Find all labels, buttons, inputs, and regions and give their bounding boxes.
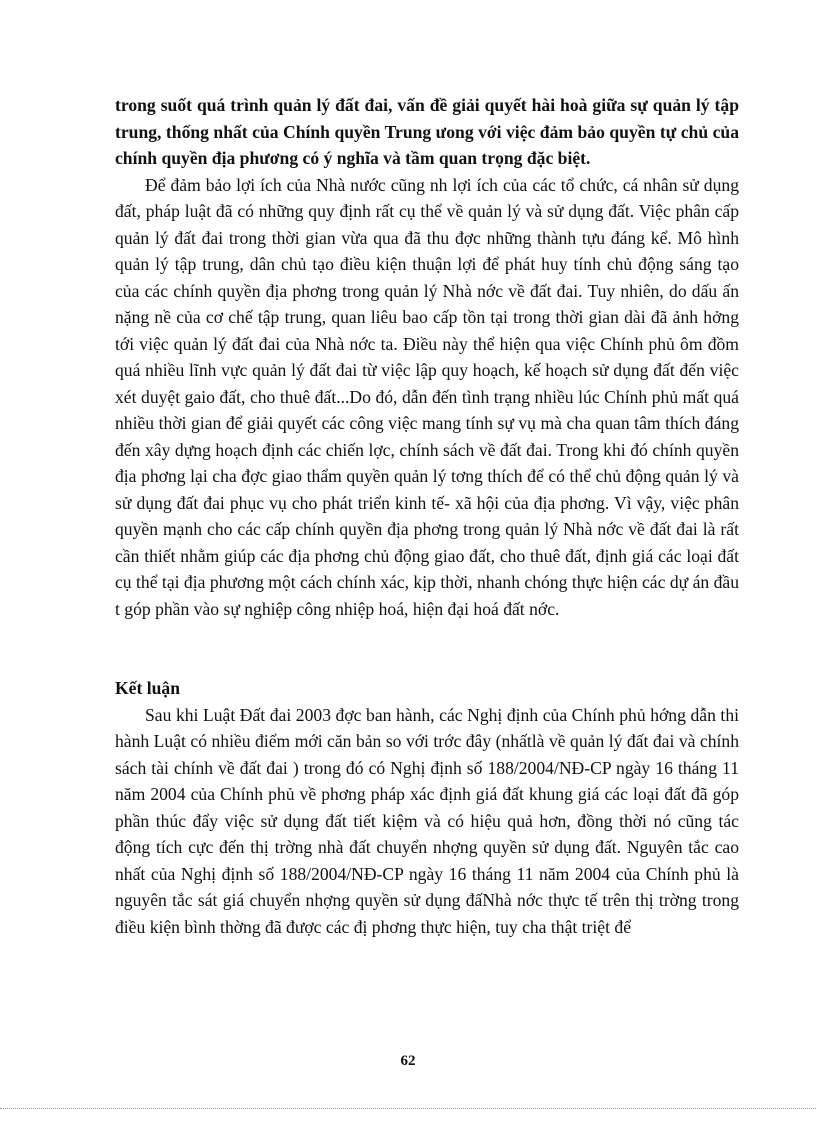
conclusion-heading: Kết luận: [115, 678, 181, 698]
conclusion-paragraph: Sau khi Luật Đất đai 2003 đợc ban hành, các Nghị định của Chính phủ hớng dẫn thi hành Luật có nhiều điểm mới căn bản so với trớc đây (nhấtlà về quản lý đất đai và chính sách tài chính về đất đai ) trong đó có Nghị định số 188/2004/NĐ-CP ngày 16 tháng 11 năm 2004 của Chính phủ về phơng pháp xác định giá đất khung giá các loại đất đã góp phần thúc đẩy việc sử dụng đất tiết kiệm và có hiệu quả hơn, đồng thời nó cũng tác động tích cực đến thị trờng nhà đất chuyển nhợng quyền sử dụng đất. Nguyên tắc cao nhất của Nghị định số 188/2004/NĐ-CP ngày 16 tháng 11 năm 2004 của Chính phủ là nguyên tắc sát giá chuyển nhợng quyền sử dụng đấNhà nớc thực tế trên thị trờng trong điều kiện bình thờng đã được các đị phơng thực hiện, tuy cha thật triệt để: [115, 704, 739, 937]
body-paragraph: Để đảm bảo lợi ích của Nhà nước cũng nh lợi ích của các tổ chức, cá nhân sử dụng đất, pháp luật đã có những quy định rất cụ thể về quản lý và sử dụng đất. Việc phân cấp quản lý đất đai trong thời gian vừa qua đã thu đợc những thành tựu đáng kể. Mô hình quản lý tập trung, dân chủ tạo điều kiện thuận lợi để phát huy tính chủ động sáng tạo của các chính quyền địa phơng trong quản lý Nhà nớc về đất đai. Tuy nhiên, do dấu ấn nặng nề của cơ chế tập trung, quan liêu bao cấp tồn tại trong thời gian dài đã ảnh hởng tới việc quản lý đất đai của Nhà nớc ta. Điều này thể hiện qua việc Chính phủ ôm đồm quá nhiều lĩnh vực quản lý đất đai từ việc lập quy hoạch, kế hoạch sử dụng đất đến việc xét duyệt gaio đất, cho thuê đất...Do đó, dẫn đến tình trạng nhiều lúc Chính phủ mất quá nhiều thời gian để giải quyết các công việc mang tính sự vụ mà cha quan tâm thích đáng đến xây dựng hoạch định các chiến lợc, chính sách về đất đai. Trong khi đó chính quyền địa phơng lại cha đợc giao thẩm quyền quản lý tơng thích để có thể chủ động quản lý và sử dụng đất đai phục vụ cho phát triển kinh tế- xã hội của địa phơng. Vì vậy, việc phân quyền mạnh cho các cấp chính quyền địa phơng trong quản lý Nhà nớc về đất đai là rất cần thiết nhằm giúp các địa phơng chủ động giao đất, cho thuê đất, định giá các loại đất cụ thể tại địa phương một cách chính xác, kịp thời, nhanh chóng thực hiện các dự án đầu t góp phần vào sự nghiệp công nhiệp hoá, hiện đại hoá đất nớc.: [115, 174, 739, 619]
page-bottom-border: [0, 1108, 816, 1109]
section-spacer: [115, 622, 739, 675]
intro-paragraph: trong suốt quá trình quản lý đất đai, vấn đề giải quyết hài hoà giữa sự quản lý tập trung, thống nhất của Chính quyền Trung ưong với việc đảm bảo quyền tự chủ của chính quyền địa phương có ý nghĩa và tầm quan trọng đặc biệt.: [115, 95, 739, 168]
page-content: [115, 92, 739, 940]
page-number: 62: [400, 1053, 416, 1069]
